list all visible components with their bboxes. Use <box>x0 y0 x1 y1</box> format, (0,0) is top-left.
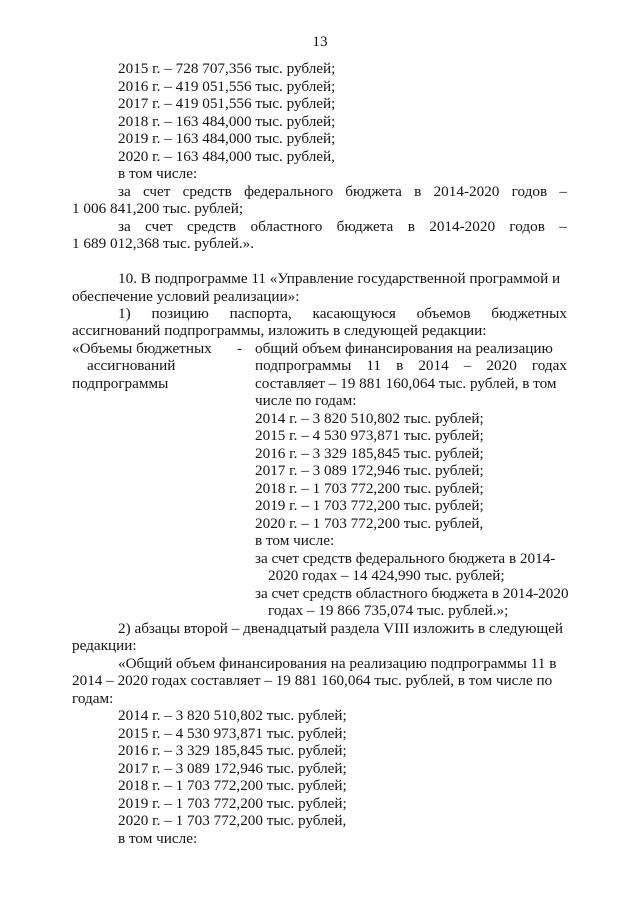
passport-federal: за счет средств федерального бюджета в 2014- <box>255 550 556 567</box>
quote-line: 2014 – 2020 годах составляет – 19 881 160,064 тыс. рублей, в том числе по <box>72 672 553 689</box>
federal-budget-amount: 1 006 841,200 тыс. рублей; <box>72 200 244 217</box>
year-line: 2017 г. – 3 089 172,946 тыс. рублей; <box>255 462 484 479</box>
item-1-line-cont: ассигнований подпрограммы, изложить в следующей редакции: <box>72 322 487 339</box>
year-line: 2014 г. – 3 820 510,802 тыс. рублей; <box>255 410 484 427</box>
section-heading: 10. В подпрограмме 11 «Управление государственной программой и <box>118 270 561 287</box>
year-line: 2018 г. – 163 484,000 тыс. рублей; <box>118 113 336 130</box>
section-heading-cont: обеспечение условий реализации»: <box>72 288 300 305</box>
year-line: 2014 г. – 3 820 510,802 тыс. рублей; <box>118 707 347 724</box>
passport-regional: годах – 19 866 735,074 тыс. рублей.»; <box>268 602 509 619</box>
year-line: 2017 г. – 3 089 172,946 тыс. рублей; <box>118 760 347 777</box>
passport-text: составляет – 19 881 160,064 тыс. рублей, в том <box>255 375 557 392</box>
year-line: 2020 г. – 163 484,000 тыс. рублей, <box>118 148 335 165</box>
including-label: в том числе: <box>118 830 198 847</box>
passport-label: подпрограммы <box>72 375 169 392</box>
year-line: 2019 г. – 1 703 772,200 тыс. рублей; <box>118 795 347 812</box>
year-line: 2019 г. – 1 703 772,200 тыс. рублей; <box>255 497 484 514</box>
passport-dash: - <box>237 340 243 357</box>
year-line: 2018 г. – 1 703 772,200 тыс. рублей; <box>255 480 484 497</box>
year-line: 2015 г. – 728 707,356 тыс. рублей; <box>118 60 336 77</box>
passport-regional: за счет средств областного бюджета в 2014-2020 <box>255 585 569 602</box>
passport-label: ассигнований <box>87 357 176 374</box>
including-label: в том числе: <box>255 532 335 549</box>
year-line: 2018 г. – 1 703 772,200 тыс. рублей; <box>118 777 347 794</box>
year-line: 2015 г. – 4 530 973,871 тыс. рублей; <box>255 427 484 444</box>
year-line: 2016 г. – 3 329 185,845 тыс. рублей; <box>118 742 347 759</box>
year-line: 2015 г. – 4 530 973,871 тыс. рублей; <box>118 725 347 742</box>
passport-federal: 2020 годах – 14 424,990 тыс. рублей; <box>268 567 505 584</box>
item-2-line-cont: редакции: <box>72 637 137 654</box>
year-line: 2016 г. – 419 051,556 тыс. рублей; <box>118 78 336 95</box>
item-2-line: 2) абзацы второй – двенадцатый раздела VIII изложить в следующей <box>118 620 564 637</box>
passport-label: «Объемы бюджетных <box>72 340 212 357</box>
passport-text: числе по годам: <box>255 392 357 409</box>
including-label: в том числе: <box>118 165 198 182</box>
passport-text: подпрограммы 11 в 2014 – 2020 годах <box>255 357 567 374</box>
regional-budget-line: за счет средств областного бюджета в 2014-2020 годов – <box>118 218 567 235</box>
quote-line: «Общий объем финансирования на реализацию подпрограммы 11 в <box>118 655 557 672</box>
year-line: 2017 г. – 419 051,556 тыс. рублей; <box>118 95 336 112</box>
regional-budget-amount: 1 689 012,368 тыс. рублей.». <box>72 235 255 252</box>
page-number: 13 <box>312 33 328 50</box>
year-line: 2016 г. – 3 329 185,845 тыс. рублей; <box>255 445 484 462</box>
year-line: 2019 г. – 163 484,000 тыс. рублей; <box>118 130 336 147</box>
year-line: 2020 г. – 1 703 772,200 тыс. рублей, <box>255 515 484 532</box>
passport-text: общий объем финансирования на реализацию <box>255 340 553 357</box>
year-line: 2020 г. – 1 703 772,200 тыс. рублей, <box>118 812 347 829</box>
item-1-line: 1) позицию паспорта, касающуюся объемов бюджетных <box>118 305 567 322</box>
federal-budget-line: за счет средств федерального бюджета в 2014-2020 годов – <box>118 183 567 200</box>
quote-line: годам: <box>72 690 114 707</box>
